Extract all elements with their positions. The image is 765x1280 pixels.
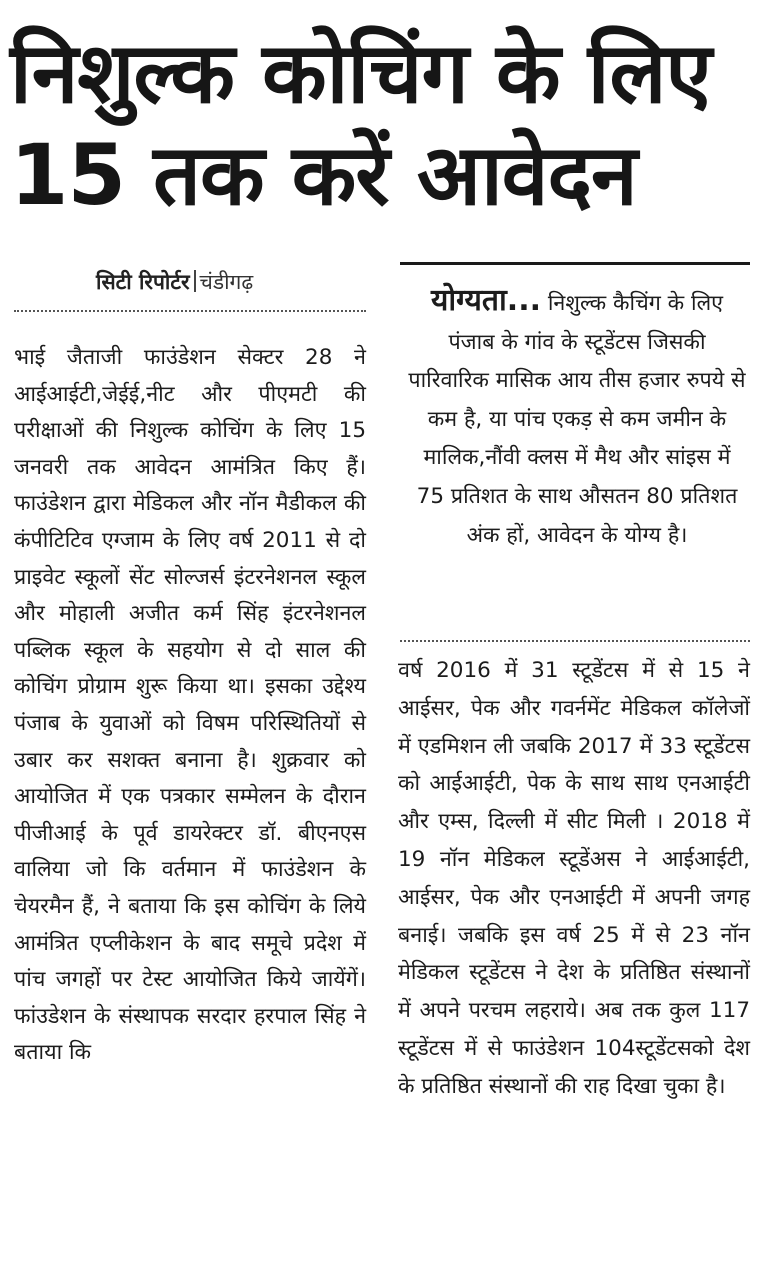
byline: [96, 268, 253, 296]
headline: [10, 22, 755, 226]
right-column-divider: [400, 640, 750, 642]
eligibility-text: निशुल्क कैचिंग के लिए पंजाब के गांव के स्टूडेंटस जिसकी पारिवारिक मासिक आय तीस हजार रुपये से कम है, या पांच एकड़ से कम जमीन के मालिक,नौंवी क्लस में मैथ और सांइस में 75 प्रतिशत के साथ औसतन 80 प्रतिशत अंक हों, आवेदन के योग्य है।: [408, 291, 746, 548]
byline-city: चंडीगढ़: [199, 270, 254, 294]
right-column: [398, 652, 750, 1106]
left-column: [14, 340, 366, 1072]
headline-line-2: 15 तक करें आवेदन: [10, 126, 637, 224]
eligibility-box: [408, 282, 746, 555]
byline-divider: [194, 270, 196, 292]
eligibility-lead: योग्यता...: [430, 283, 541, 318]
eligibility-box-rule: [400, 262, 750, 265]
headline-line-1: निशुल्क कोचिंग के लिए: [10, 24, 711, 122]
byline-reporter: सिटी रिपोर्टर: [96, 270, 190, 294]
left-column-divider: [14, 310, 366, 312]
right-column-body: वर्ष 2016 में 31 स्टूडेंटस में से 15 ने आईसर, पेक और गवर्नमेंट मेडिकल कॉलेजों में एडमिशन ली जबकि 2017 में 33 स्टूडेंटस को आईआईटी, पेक के साथ साथ एनआईटी और एम्स, दिल्ली में सीट मिली । 2018 में 19 नॉन मेडिकल स्टूडेंअस ने आईआईटी, आईसर, पेक और एनआईटी में अपनी जगह बनाई। जबकि इस वर्ष 25 में से 23 नॉन मेडिकल स्टूडेंटस ने देश के प्रतिष्ठित संस्थानों में अपने परचम लहराये। अब तक कुल 117 स्टूडेंटस में से फाउंडेशन 104स्टूडेंटसको देश के प्रतिष्ठित संस्थानों की राह दिखा चुका है।: [398, 658, 750, 1099]
left-column-body: भाई जैताजी फाउंडेशन सेक्टर 28 ने आईआईटी,जेईई,नीट और पीएमटी की परीक्षाओं की निशुल्क कोचिंग के लिए 15 जनवरी तक आवेदन आमंत्रित किए हैं। फाउंडेशन द्वारा मेडिकल और नॉन मैडीकल की कंपीटिटिव एग्जाम के लिए वर्ष 2011 से दो प्राइवेट स्कूलों सेंट सोल्जर्स इंटरनेशनल स्कूल और मोहाली अजीत कर्म सिंह इंटरनेशनल पब्लिक स्कूल के सहयोग से दो साल की कोचिंग प्रोग्राम शुरू किया था। इसका उद्देश्य पंजाब के युवाओं को विषम परिस्थितियों से उबार कर सशक्त बनाना है। शुक्रवार को आयोजित में एक पत्रकार सम्मेलन के दौरान पीजीआई के पूर्व डायरेक्टर डॉ. बीएनएस वालिया जो कि वर्तमान में फाउंडेशन के चेयरमैन हैं, ने बताया कि इस कोचिंग के लिये आमंत्रित एप्लीकेशन के बाद समूचे प्रदेश में पांच जगहों पर टेस्ट आयोजित किये जायेंगें। फांउडेशन के संस्थापक सरदार हरपाल सिंह ने बताया कि: [14, 345, 366, 1066]
